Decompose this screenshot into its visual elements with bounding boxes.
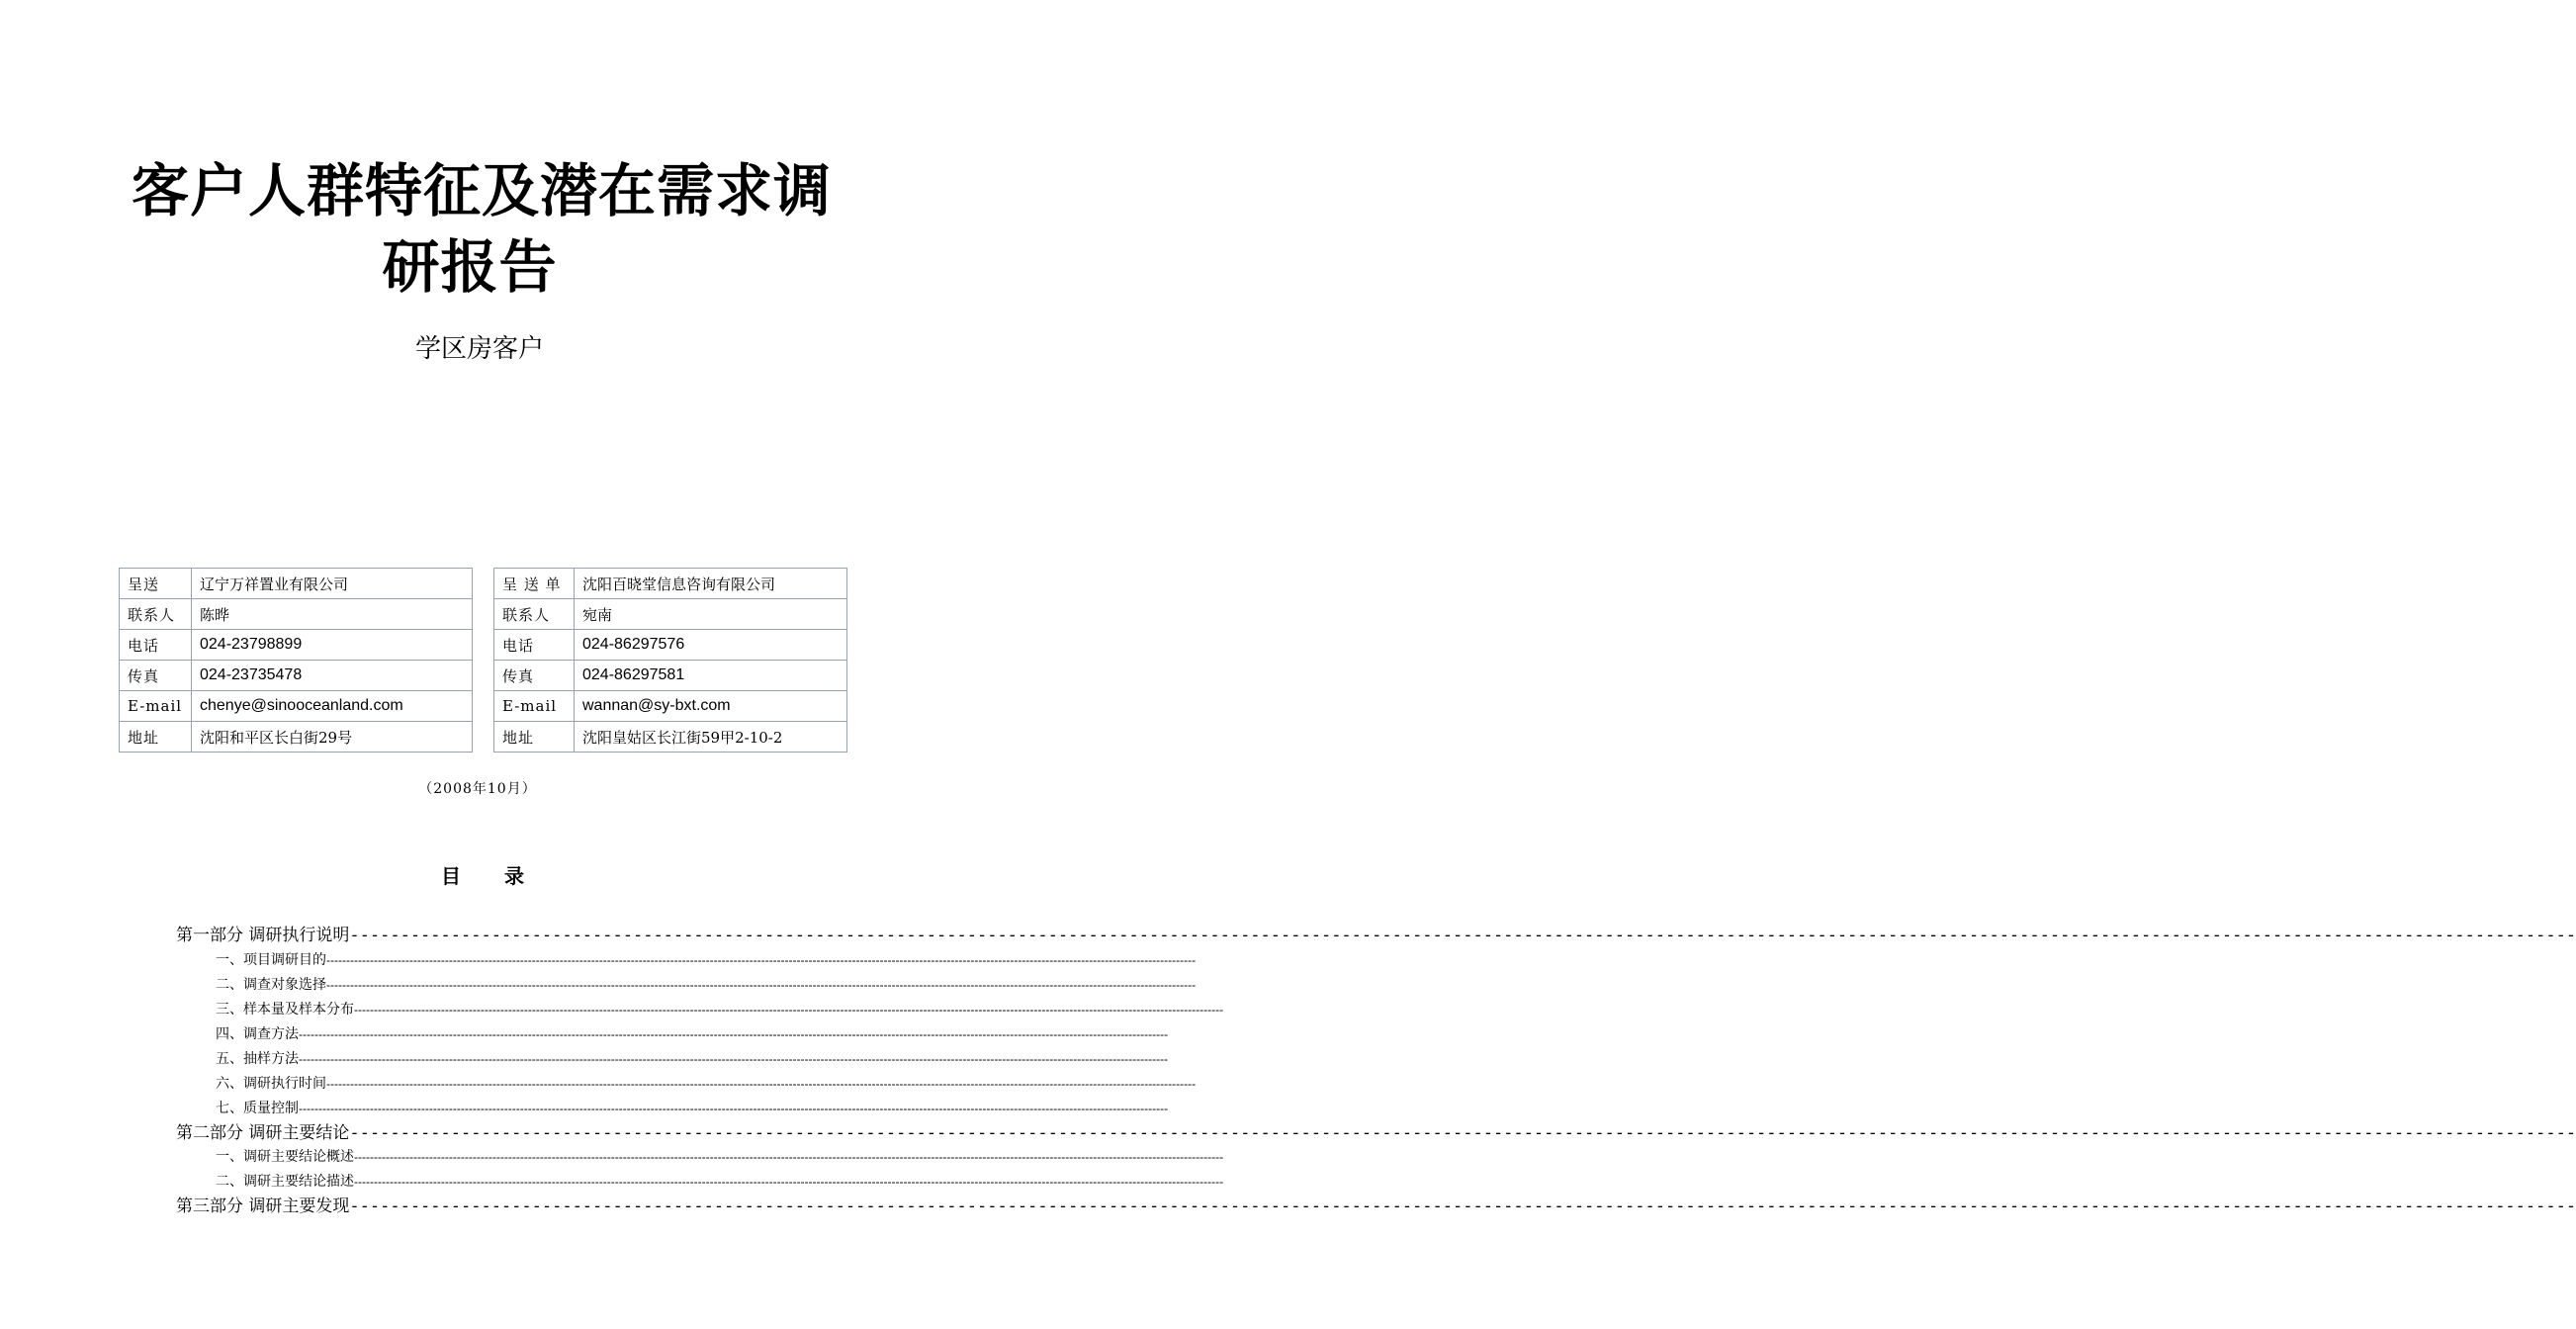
field-label: 电话 <box>494 630 575 661</box>
field-label: 电话 <box>120 630 192 661</box>
field-label: 地址 <box>120 722 192 753</box>
table-row <box>120 569 473 599</box>
toc-entry[interactable] <box>0 924 2576 947</box>
toc-entry-text: 一、项目调研目的 <box>216 952 326 968</box>
toc-leader: ---------------------------------------------------------------------------------------------------------------------------------------------------------------------------------------------------------------------------- <box>349 1123 2576 1143</box>
toc-entry-text: 二、调研主要结论描述 <box>216 1174 354 1190</box>
toc-entry-text: 第三部分 调研主要发现 <box>176 1196 350 1216</box>
toc-entry[interactable] <box>0 1048 1169 1070</box>
field-label: 联系人 <box>494 599 575 630</box>
table-row <box>120 661 473 691</box>
toc-leader: ---------------------------------------------------------------------------------------------------------------------------------------------------------------------------------------------------------------------------- <box>354 1150 1224 1164</box>
field-label: 传真 <box>120 661 192 691</box>
field-label: E-mail <box>120 691 192 722</box>
recipient-info-table <box>119 568 473 753</box>
toc-entry-text: 三、样本量及样本分布 <box>216 1002 354 1018</box>
table-row <box>494 722 847 753</box>
field-label: 呈送 <box>120 569 192 599</box>
field-value: 沈阳百晓堂信息咨询有限公司 <box>575 569 847 599</box>
toc-entry-text: 四、调查方法 <box>216 1026 299 1042</box>
toc-entry[interactable] <box>0 1023 1169 1045</box>
toc-entry[interactable] <box>0 1098 1169 1119</box>
table-row <box>494 599 847 630</box>
field-value: wannan@sy-bxt.com <box>575 691 847 722</box>
field-value: 沈阳皇姑区长江街59甲2-10-2 <box>575 722 847 753</box>
toc-entry[interactable] <box>0 1121 2576 1145</box>
field-value: 024-23735478 <box>192 661 473 691</box>
field-value: 024-23798899 <box>192 630 473 661</box>
report-date: （2008年10月） <box>418 781 537 797</box>
document-title-line-1: 客户人群特征及潜在需求调 <box>131 157 832 224</box>
field-value: chenye@sinooceanland.com <box>192 691 473 722</box>
toc-leader: ---------------------------------------------------------------------------------------------------------------------------------------------------------------------------------------------------------------------------- <box>349 926 2576 945</box>
field-label: E-mail <box>494 691 575 722</box>
provider-info-table <box>493 568 847 753</box>
toc-heading <box>441 862 524 890</box>
field-value: 沈阳和平区长白街29号 <box>192 722 473 753</box>
field-value: 辽宁万祥置业有限公司 <box>192 569 473 599</box>
document-subtitle: 学区房客户 <box>414 334 544 364</box>
toc-entry-text: 第二部分 调研主要结论 <box>176 1123 350 1143</box>
field-label: 传真 <box>494 661 575 691</box>
toc-entry[interactable] <box>0 1195 2576 1218</box>
table-row <box>494 691 847 722</box>
field-label: 地址 <box>494 722 575 753</box>
toc-leader: ---------------------------------------------------------------------------------------------------------------------------------------------------------------------------------------------------------------------------- <box>326 1077 1197 1091</box>
field-value: 024-86297576 <box>575 630 847 661</box>
document-title-line-2: 研报告 <box>382 233 558 301</box>
table-row <box>494 630 847 661</box>
toc-entry[interactable] <box>0 1073 1197 1095</box>
toc-entry[interactable] <box>0 949 1197 971</box>
toc-leader: ---------------------------------------------------------------------------------------------------------------------------------------------------------------------------------------------------------------------------- <box>354 1175 1224 1189</box>
field-value: 024-86297581 <box>575 661 847 691</box>
toc-entry[interactable] <box>0 1146 1224 1168</box>
field-value: 宛南 <box>575 599 847 630</box>
toc-entry-text: 六、调研执行时间 <box>216 1076 326 1092</box>
field-label: 呈 送 单 <box>494 569 575 599</box>
toc-entry[interactable] <box>0 1171 1224 1193</box>
toc-leader: ---------------------------------------------------------------------------------------------------------------------------------------------------------------------------------------------------------------------------- <box>349 1196 2576 1216</box>
toc-leader: ---------------------------------------------------------------------------------------------------------------------------------------------------------------------------------------------------------------------------- <box>326 953 1197 967</box>
table-row <box>120 722 473 753</box>
table-row <box>494 661 847 691</box>
toc-leader: ---------------------------------------------------------------------------------------------------------------------------------------------------------------------------------------------------------------------------- <box>299 1052 1169 1066</box>
toc-entry[interactable] <box>0 974 1197 996</box>
table-row <box>120 599 473 630</box>
toc-leader: ---------------------------------------------------------------------------------------------------------------------------------------------------------------------------------------------------------------------------- <box>354 1003 1224 1017</box>
toc-entry-text: 一、调研主要结论概述 <box>216 1149 354 1165</box>
toc-entry-text: 第一部分 调研执行说明 <box>176 926 350 945</box>
field-value: 陈晔 <box>192 599 473 630</box>
toc-leader: ---------------------------------------------------------------------------------------------------------------------------------------------------------------------------------------------------------------------------- <box>326 978 1197 992</box>
toc-entry-text: 二、调查对象选择 <box>216 977 326 993</box>
toc-leader: ---------------------------------------------------------------------------------------------------------------------------------------------------------------------------------------------------------------------------- <box>299 1102 1169 1115</box>
toc-entry-text: 七、质量控制 <box>216 1101 299 1116</box>
table-row <box>494 569 847 599</box>
toc-leader: ---------------------------------------------------------------------------------------------------------------------------------------------------------------------------------------------------------------------------- <box>299 1027 1169 1041</box>
toc-heading-right: 录 <box>504 864 524 888</box>
toc-entry-text: 五、抽样方法 <box>216 1051 299 1067</box>
toc-entry[interactable] <box>0 999 1224 1020</box>
field-label: 联系人 <box>120 599 192 630</box>
table-row <box>120 630 473 661</box>
table-row <box>120 691 473 722</box>
toc-heading-left: 目 <box>441 864 461 888</box>
